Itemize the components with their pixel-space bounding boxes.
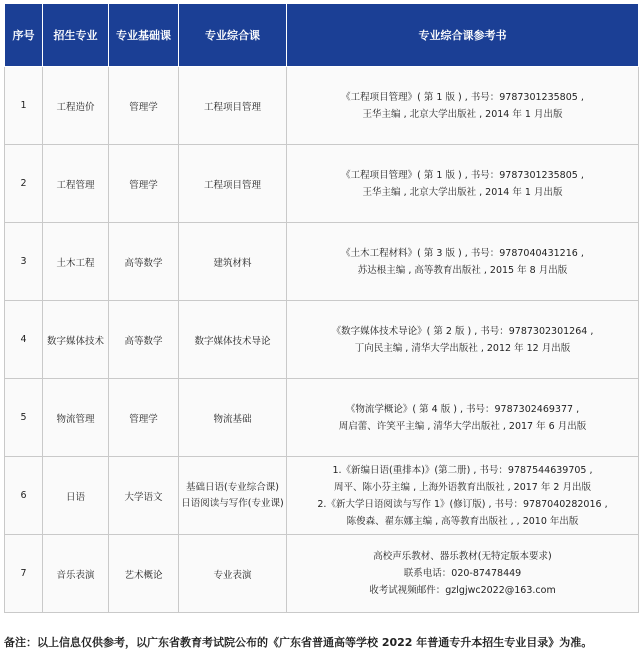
cell-major: 日语: [43, 457, 109, 535]
reference-line: 《工程项目管理》( 第 1 版 ) , 书号：9787301235805 ,: [341, 169, 584, 181]
cell-comprehensive-course: 工程项目管理: [179, 145, 287, 223]
cell-seq: 7: [5, 535, 43, 613]
reference-line: 《数字媒体技术导论》( 第 2 版 ) , 书号：9787302301264 ,: [331, 325, 594, 337]
cell-reference-books: [287, 301, 639, 379]
cell-reference-books: [287, 67, 639, 145]
reference-line: 收考试视频邮件：gzlgjwc2022@163.com: [369, 585, 556, 596]
cell-comprehensive-course: 物流基础: [179, 379, 287, 457]
header-seq: 序号: [5, 4, 43, 67]
table-row: [5, 535, 639, 613]
reference-line: 周平、陈小芬主编 , 上海外语教育出版社 , 2017 年 2 月出版: [334, 481, 591, 493]
cell-basic-course: 管理学: [109, 67, 179, 145]
cell-reference-books: [287, 379, 639, 457]
reference-line: 陈俊森、翟东娜主编 , 高等教育出版社 , , 2010 年出版: [346, 515, 579, 527]
table-row: [5, 67, 639, 145]
cell-comprehensive-course: 工程项目管理: [179, 67, 287, 145]
table-row: [5, 457, 639, 535]
reference-line: 联系电话：020-87478449: [403, 568, 522, 579]
major-table: [4, 3, 639, 613]
cell-major: 工程造价: [43, 67, 109, 145]
reference-line: 周启蕾、许笑平主编 , 清华大学出版社 , 2017 年 6 月出版: [338, 420, 587, 432]
reference-line: 高校声乐教材、器乐教材(无特定版本要求): [373, 551, 552, 562]
cell-reference-books: [287, 223, 639, 301]
reference-line: 2.《新大学日语阅读与写作 1》(修订版) , 书号：9787040282016 ,: [317, 498, 608, 510]
reference-line: 王华主编 , 北京大学出版社 , 2014 年 1 月出版: [362, 108, 563, 120]
reference-line: 苏达根主编 , 高等教育出版社 , 2015 年 8 月出版: [357, 264, 568, 276]
cell-seq: 5: [5, 379, 43, 457]
cell-basic-course: 管理学: [109, 145, 179, 223]
cell-seq: 1: [5, 67, 43, 145]
table-row: [5, 301, 639, 379]
cell-comprehensive-course: 基础日语(专业综合课) 日语阅读与写作(专业课): [179, 457, 287, 535]
cell-seq: 2: [5, 145, 43, 223]
cell-reference-books: [287, 145, 639, 223]
cell-seq: 6: [5, 457, 43, 535]
cell-basic-course: 高等数学: [109, 301, 179, 379]
footnote: 备注：以上信息仅供参考，以广东省教育考试院公布的《广东省普通高等学校 2022 年普通专升本招生专业目录》为准。: [4, 636, 593, 649]
header-basic-course: 专业基础课: [109, 4, 179, 67]
cell-comprehensive-course: 数字媒体技术导论: [179, 301, 287, 379]
cell-major: 数字媒体技术: [43, 301, 109, 379]
table-row: [5, 379, 639, 457]
cell-reference-books: [287, 535, 639, 613]
cell-seq: 3: [5, 223, 43, 301]
reference-line: 《物流学概论》( 第 4 版 ) , 书号：9787302469377 ,: [345, 403, 580, 415]
reference-line: 王华主编 , 北京大学出版社 , 2014 年 1 月出版: [362, 186, 563, 198]
cell-basic-course: 高等数学: [109, 223, 179, 301]
header-major: 招生专业: [43, 4, 109, 67]
cell-major: 土木工程: [43, 223, 109, 301]
cell-seq: 4: [5, 301, 43, 379]
cell-basic-course: 艺术概论: [109, 535, 179, 613]
table-row: [5, 223, 639, 301]
cell-major: 音乐表演: [43, 535, 109, 613]
header-row: [5, 4, 639, 67]
header-comprehensive-course: 专业综合课: [179, 4, 287, 67]
table-row: [5, 145, 639, 223]
header-reference-books: 专业综合课参考书: [287, 4, 639, 67]
reference-line: 《工程项目管理》( 第 1 版 ) , 书号：9787301235805 ,: [341, 91, 584, 103]
cell-basic-course: 大学语文: [109, 457, 179, 535]
cell-major: 物流管理: [43, 379, 109, 457]
cell-basic-course: 管理学: [109, 379, 179, 457]
cell-major: 工程管理: [43, 145, 109, 223]
cell-comprehensive-course: 专业表演: [179, 535, 287, 613]
cell-reference-books: [287, 457, 639, 535]
reference-line: 《土木工程材料》( 第 3 版 ) , 书号：9787040431216 ,: [341, 247, 584, 259]
cell-comprehensive-course: 建筑材料: [179, 223, 287, 301]
reference-line: 丁向民主编 , 清华大学出版社 , 2012 年 12 月出版: [354, 342, 571, 354]
reference-line: 1.《新编日语(重排本)》(第二册) , 书号：9787544639705 ,: [332, 464, 593, 476]
